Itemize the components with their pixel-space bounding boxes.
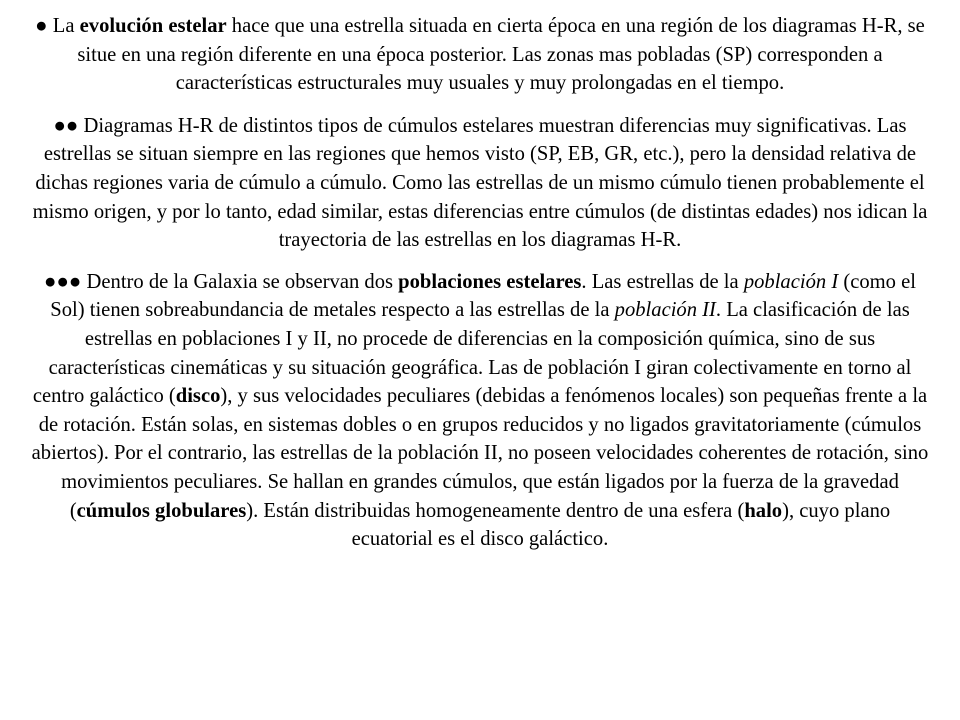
- text-run: ), y sus velocidades peculiares (debidas a fenómenos locales) son pequeñas frente a la de rotación. Están solas, en sistemas dobles o en grupos reducidos y no ligados gravitatoriamente (cúmulos abiertos). Por el contrario, las estrellas de la población II, no poseen velocidades coherentes de rotación, sino movimientos peculiares. Se hallan en grandes cúmulos, que están ligados por la fuerza de la gravedad (: [31, 385, 929, 522]
- term-population-ii: población II: [614, 299, 716, 322]
- bullet-icon: ●●●: [44, 270, 82, 293]
- paragraph-stellar-populations: [30, 268, 930, 554]
- text-run: ), cuyo plano ecuatorial es el disco galáctico.: [351, 499, 891, 551]
- paragraph-cluster-hr-diagrams: [30, 112, 930, 255]
- bullet-icon: ●●: [53, 114, 79, 137]
- text-run: Dentro de la Galaxia se observan dos: [81, 270, 399, 293]
- term-stellar-populations: poblaciones estelares: [398, 270, 582, 293]
- text-run: hace que una estrella situada en cierta época en una región de los diagramas H-R, se situe en una región diferente en una época posterior. Las zonas mas pobladas (SP) corresponden a características estructurales muy usuales y muy prolongadas en el tiempo.: [77, 15, 925, 95]
- text-run: Diagramas H-R de distintos tipos de cúmulos estelares muestran diferencias muy significativas. Las estrellas se situan siempre en las regiones que hemos visto (SP, EB, GR, etc.), pero la densidad relativa de dichas regiones varia de cúmulo a cúmulo. Como las estrellas de un mismo cúmulo tienen probablemente el mismo origen, y por lo tanto, edad similar, estas diferencias entre cúmulos (de distintas edades) nos idican la trayectoria de las estrellas en los diagramas H-R.: [32, 114, 928, 252]
- text-run: (como el Sol) tienen sobreabundancia de metales respecto a las estrellas de la: [50, 270, 916, 322]
- text-run: . Las estrellas de la: [581, 270, 744, 293]
- term-disk: disco: [175, 385, 221, 408]
- bullet-icon: ●: [35, 15, 48, 37]
- term-globular-clusters: cúmulos globulares: [76, 499, 247, 522]
- term-population-i: población I: [743, 270, 839, 293]
- term-halo: halo: [744, 499, 783, 522]
- text-run: . La clasificación de las estrellas en poblaciones I y II, no procede de diferencias en la composición química, sino de sus características cinemáticas y su situación geográfica. Las de población I giran colectivamente en torno al centro galáctico (: [32, 299, 912, 408]
- slide-content: [30, 12, 930, 568]
- text-run: La: [47, 15, 80, 37]
- text-run: ). Están distribuidas homogeneamente dentro de una esfera (: [246, 499, 745, 522]
- term-stellar-evolution: evolución estelar: [79, 15, 227, 37]
- paragraph-stellar-evolution: [30, 12, 930, 98]
